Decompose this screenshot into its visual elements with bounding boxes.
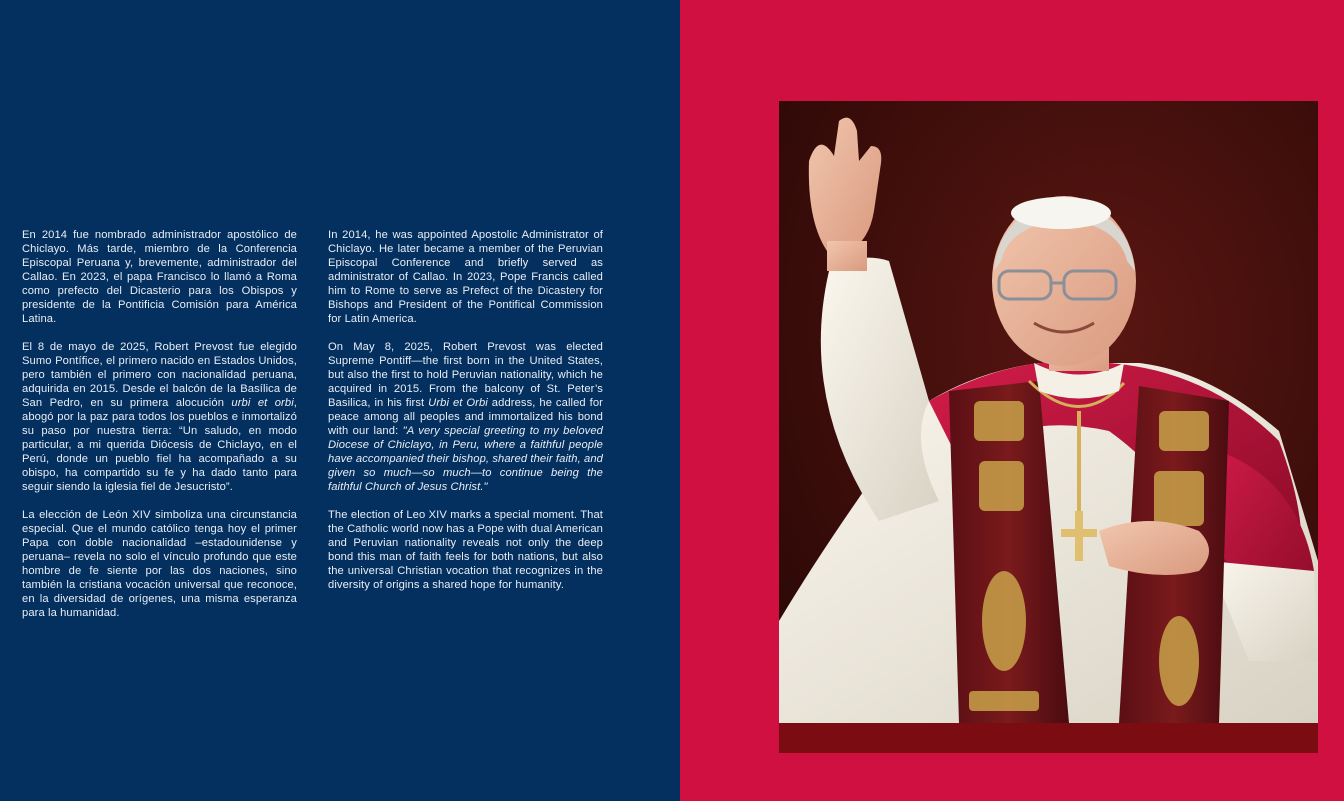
english-paragraph-2 xyxy=(328,340,603,494)
spanish-paragraph-2 xyxy=(22,340,297,494)
spanish-p2-italic: urbi et orbi xyxy=(231,397,294,409)
english-p2-quote: "A very special greeting to my beloved Diocese of Chiclayo, in Peru, where a faithful people have accompanied their bishop, shared their faith, and given so much—so much—to continue being the faithful Church of Jesus Christ." xyxy=(328,425,603,493)
english-p2-text-b: address, he called for peace among all peoples and immortalized his bond with our land: xyxy=(328,397,603,437)
pope-waving-photo xyxy=(779,101,1318,753)
english-column xyxy=(328,228,603,606)
english-p2-italic-1: Urbi et Orbi xyxy=(428,397,488,409)
english-paragraph-1: In 2014, he was appointed Apostolic Administrator of Chiclayo. He later became a member of the Peruvian Episcopal Conference and briefly served as administrator of Callao. In 2023, Pope Francis called him to Rome to serve as Prefect of the Dicastery for Bishops and President of the Pontifical Commission for Latin America. xyxy=(328,229,603,325)
english-p2-text-a: On May 8, 2025, Robert Prevost was elected Supreme Pontiff—the first born in the United States, but also the first to hold Peruvian nationality, which he acquired in 2015. From the balcony of St. Peter’s Basilica, in his first xyxy=(328,341,603,409)
photo-illustration xyxy=(779,101,1318,753)
spanish-column xyxy=(22,228,297,634)
spanish-p2-text-b: , abogó por la paz para todos los pueblos e inmortalizó su paso por nuestra tierra: “Un saludo, en modo particular, a mi querida Diócesis de Chiclayo, en el Perú, donde un pueblo fiel ha acompañado a su obispo, ha compartido su fe y ha dado tanto para seguir siendo la iglesia fiel de Jesucristo”. xyxy=(22,397,297,493)
spanish-p2-text-a: El 8 de mayo de 2025, Robert Prevost fue elegido Sumo Pontífice, el primero nacido en Estados Unidos, pero también el primero con nacionalidad peruana, adquirida en 2015. Desde el balcón de la Basílica de San Pedro, en su primera alocución xyxy=(22,341,297,409)
english-paragraph-3: The election of Leo XIV marks a special moment. That the Catholic world now has a Pope with dual American and Peruvian nationality reveals not only the deep bond this man of faith feels for both nations, but also the universal Christian vocation that recognizes in the diversity of origins a shared hope for humanity. xyxy=(328,509,603,591)
spanish-paragraph-1: En 2014 fue nombrado administrador apostólico de Chiclayo. Más tarde, miembro de la Conferencia Episcopal Peruana y, brevemente, administrador del Callao. En 2023, el papa Francisco lo llamó a Roma como prefecto del Dicasterio para los Obispos y presidente de la Pontificia Comisión para América Latina. xyxy=(22,229,297,325)
spanish-paragraph-3: La elección de León XIV simboliza una circunstancia especial. Que el mundo católico tenga hoy el primer Papa con doble nacionalidad –estadounidense y peruana– revela no solo el vínculo profundo que este hombre de fe siente por las dos naciones, sino también la cristiana vocación universal que reconoce, en la diversidad de orígenes, una misma esperanza para la humanidad. xyxy=(22,509,297,619)
